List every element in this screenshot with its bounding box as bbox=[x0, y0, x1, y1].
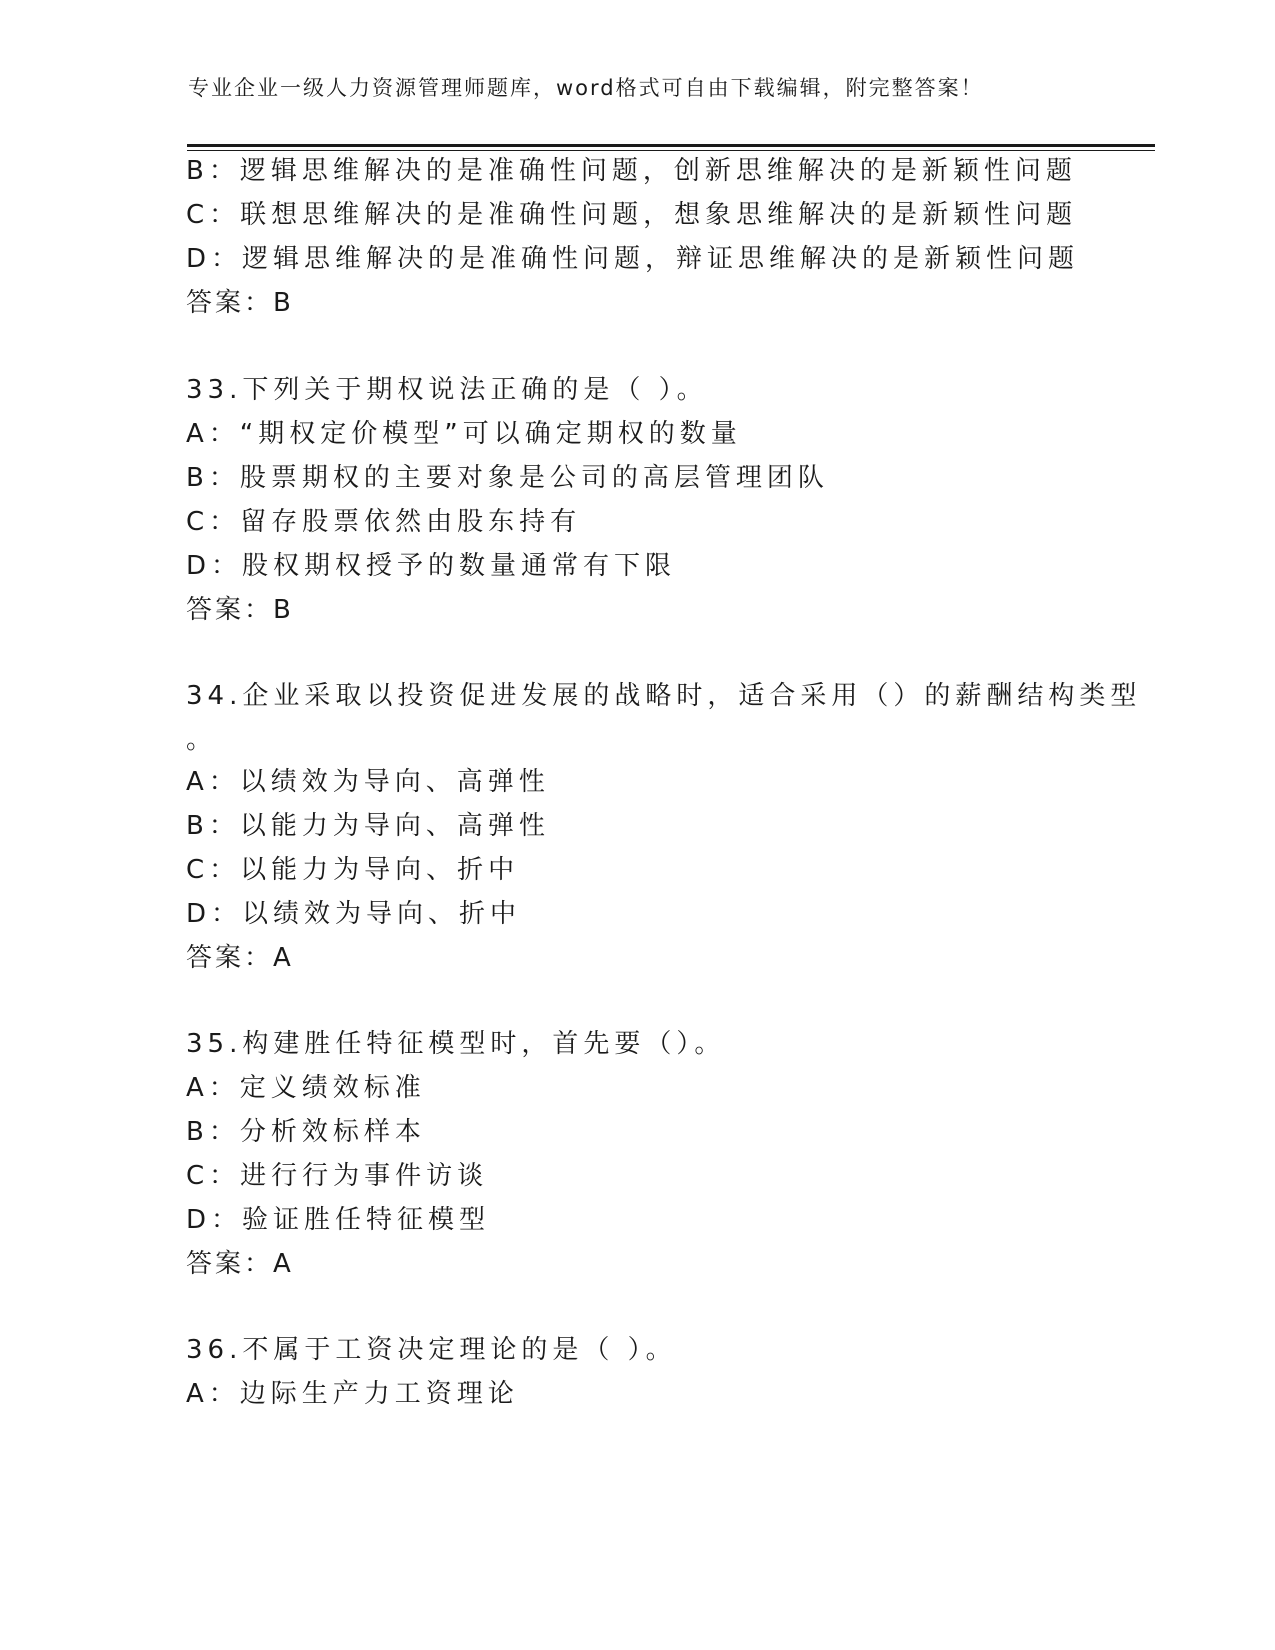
q32-option-c: C：联想思维解决的是准确性问题，想象思维解决的是新颖性问题 bbox=[186, 200, 1078, 230]
q35-option-b: B：分析效标样本 bbox=[186, 1117, 426, 1147]
q36-option-a: A：边际生产力工资理论 bbox=[186, 1379, 519, 1409]
q33-option-d: D：股权期权授予的数量通常有下限 bbox=[186, 551, 677, 581]
q33-answer: 答案：B bbox=[186, 595, 294, 625]
q32-answer: 答案：B bbox=[186, 288, 294, 318]
header-rule-thin bbox=[187, 150, 1155, 151]
q34-option-a: A：以绩效为导向、高弹性 bbox=[186, 767, 550, 797]
q34-stem: 34.企业采取以投资促进发展的战略时，适合采用（）的薪酬结构类型 bbox=[186, 681, 1142, 711]
q33-option-a: A：“期权定价模型”可以确定期权的数量 bbox=[186, 419, 742, 449]
q35-option-c: C：进行行为事件访谈 bbox=[186, 1161, 489, 1191]
q32-option-b: B：逻辑思维解决的是准确性问题，创新思维解决的是新颖性问题 bbox=[186, 156, 1077, 186]
q36-stem: 36.不属于工资决定理论的是（ ）。 bbox=[186, 1335, 677, 1365]
q34-option-d: D：以绩效为导向、折中 bbox=[186, 899, 522, 929]
q33-option-c: C：留存股票依然由股东持有 bbox=[186, 507, 582, 537]
q33-stem: 33.下列关于期权说法正确的是（ ）。 bbox=[186, 375, 708, 405]
q32-option-d: D：逻辑思维解决的是准确性问题，辩证思维解决的是新颖性问题 bbox=[186, 244, 1080, 274]
header-rule-thick bbox=[187, 144, 1155, 147]
q34-answer: 答案：A bbox=[186, 943, 294, 973]
page-header: 专业企业一级人力资源管理师题库，word格式可自由下载编辑，附完整答案！ bbox=[188, 76, 984, 100]
q34-stem-tail: 。 bbox=[186, 725, 218, 755]
q34-option-c: C：以能力为导向、折中 bbox=[186, 855, 520, 885]
q34-option-b: B：以能力为导向、高弹性 bbox=[186, 811, 550, 841]
q33-option-b: B：股票期权的主要对象是公司的高层管理团队 bbox=[186, 463, 829, 493]
q35-option-d: D：验证胜任特征模型 bbox=[186, 1205, 491, 1235]
q35-option-a: A：定义绩效标准 bbox=[186, 1073, 426, 1103]
q35-stem: 35.构建胜任特征模型时，首先要（）。 bbox=[186, 1029, 726, 1059]
q35-answer: 答案：A bbox=[186, 1249, 294, 1279]
